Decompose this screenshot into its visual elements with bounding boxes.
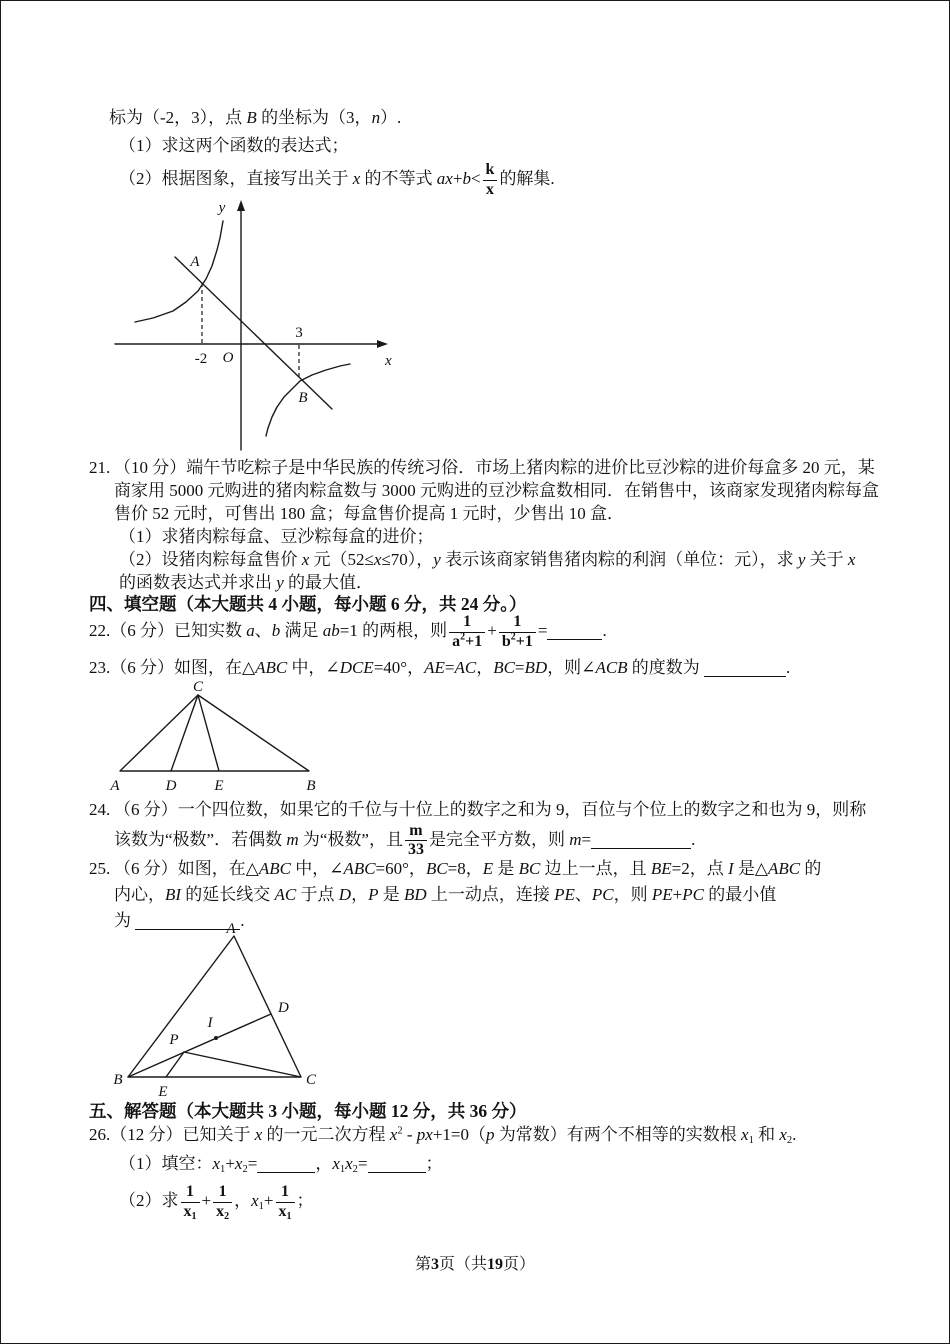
question-24-body: （6 分）一个四位数，如果它的千位与十位上的数字之和为 9，百位与个位上的数字之和也为 9，则称 该数为“极数”．若偶数 m 为“极数”，且 $\frac{m}{33}$ 是完全平方数，则 m= . — [114, 800, 867, 859]
question-26-sub-2: （2）求 $\frac{1}{x_1}$ + $\frac{1}{x_2}$ ，$x_1+$ $\frac{1}{x_1}$ ； — [119, 1183, 314, 1222]
label-b: B — [306, 778, 316, 794]
label-b: B — [113, 1072, 123, 1088]
triangle-abc — [120, 695, 309, 771]
question-21-sub-1: （1）求猪肉粽每盒、豆沙粽每盒的进价； — [119, 527, 434, 546]
question-21-number: 21. — [89, 458, 111, 477]
label-i: I — [207, 1015, 213, 1031]
intro-sub-2: （2）根据图象，直接写出关于 x 的不等式 ax+b< $\frac{k}{x}$ 的解集. — [119, 161, 555, 198]
x-axis-arrow — [377, 340, 388, 348]
label-origin: O — [222, 350, 234, 366]
line-ab — [175, 257, 332, 409]
label-d: D — [165, 778, 177, 794]
y-axis-arrow — [237, 200, 245, 211]
incenter-point — [214, 1036, 218, 1040]
page-footer: 第3页（共19页） — [414, 1256, 536, 1273]
label-c: C — [192, 679, 204, 695]
hyperbola-branch-2nd-quadrant — [135, 221, 223, 322]
label-a: A — [226, 922, 236, 937]
question-24-number: 24. — [89, 800, 111, 819]
segment-pc — [184, 1052, 301, 1077]
segment-bd — [128, 1014, 271, 1077]
label-e: E — [158, 1084, 168, 1100]
question-22: 22.（6 分）已知实数 a、b 满足 ab=1 的两根，则 $\frac{1}{a^2+1}$ + $\frac{1}{b^2+1}$ = . — [89, 613, 607, 650]
label-a: A — [110, 778, 120, 794]
question-25-body: （6 分）如图，在△ABC 中，∠ABC=60°，BC=8，E 是 BC 边上一点，且 BE=2，点 I 是△ABC 的 内心，BI 的延长线交 AC 于点 D，P 是 BD 上一动点，连接 PE、PC，则 PE+PC 的最小值 为 . — [114, 859, 822, 930]
label-p: P — [169, 1032, 179, 1048]
triangle-abc — [128, 936, 301, 1077]
question-21-body: （10 分）端午节吃粽子是中华民族的传统习俗．市场上猪肉粽的进价比豆沙粽的进价每盒多 20 元，某 商家用 5000 元购进的猪肉粽盒数与 3000 元购进的豆沙粽盒数相同．在销售中，该商家发现猪肉粽每盒 售价 52 元时，可售出 180 盒；每盒售价提高 1 元时，少售出 10 盒． — [114, 458, 879, 523]
question-23: 23.（6 分）如图，在△ABC 中，∠DCE=40°，AE=AC，BC=BD，则∠ACB 的度数为 . — [89, 658, 791, 677]
label-point-a: A — [190, 254, 200, 270]
intro-line-1: 标为（-2，3），点 B 的坐标为（3，n）. — [109, 108, 402, 127]
figure-triangle-q23 — [96, 678, 371, 796]
section-4-header: 四、填空题（本大题共 4 小题，每小题 6 分，共 24 分。） — [89, 594, 527, 614]
label-point-b: B — [298, 390, 308, 406]
label-3: 3 — [295, 325, 303, 341]
figure-function-graph — [113, 195, 423, 453]
intro-sub-1: （1）求这两个函数的表达式； — [119, 136, 349, 155]
figure-triangle-q25 — [106, 922, 341, 1100]
segment-cd — [171, 695, 198, 771]
label-c: C — [306, 1072, 317, 1088]
label-x-axis: x — [385, 353, 392, 369]
triangle-q25-svg — [106, 922, 341, 1100]
question-26-main: 26.（12 分）已知关于 x 的一元二次方程 $x^2 - px+1=0(p$ 为常数）有两个不相等的实数根 $x_1$ 和 $x_2$. — [89, 1125, 797, 1147]
label-e: E — [214, 778, 224, 794]
function-graph-svg — [113, 195, 423, 453]
question-21-sub-2: （2）设猪肉粽每盒售价 x 元（52≤x≤70），y 表示该商家销售猪肉粽的利润（单位：元），求 y 关于 x 的函数表达式并求出 y 的最大值． — [119, 550, 856, 592]
hyperbola-branch-4th-quadrant — [266, 364, 350, 436]
question-25-number: 25. — [89, 859, 111, 878]
label-neg2: -2 — [194, 351, 208, 367]
label-y-axis: y — [218, 200, 226, 216]
question-26-sub-1: （1）填空：$x_1+x_2=$ ，$x_1x_2=$ ； — [119, 1154, 443, 1176]
label-d: D — [278, 1000, 289, 1016]
triangle-q23-svg — [96, 678, 371, 796]
section-5-header: 五、解答题（本大题共 3 小题，每小题 12 分，共 36 分） — [89, 1101, 527, 1121]
